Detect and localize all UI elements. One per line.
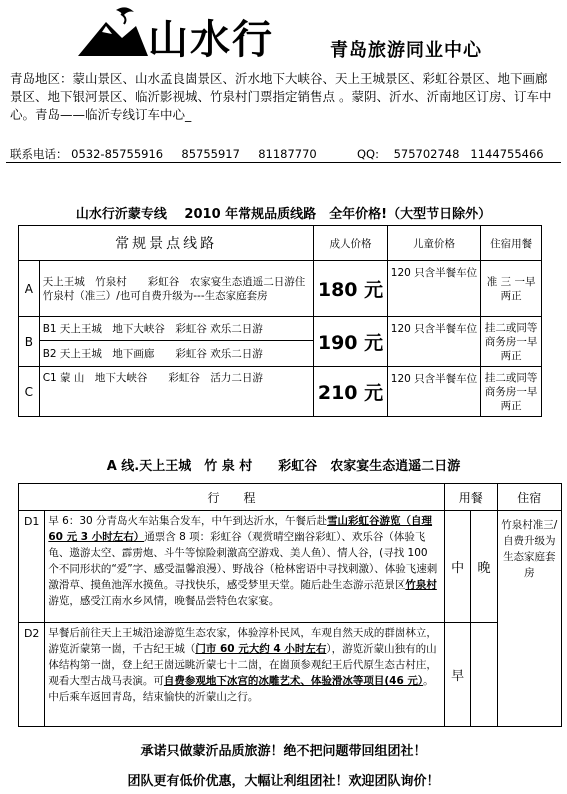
route-text-2: B2 天上王城 地下画廊 彩虹谷 欢乐二日游	[39, 341, 314, 367]
desc-highlight: 雪山彩虹谷游览（自理 60 元 3 小时左右）	[48, 515, 433, 543]
section2-title: A 线.天上王城 竹 泉 村 彩虹谷 农家宴生态逍遥二日游	[106, 459, 461, 474]
stay-meal: 准 三 一早两正	[481, 261, 542, 317]
route-code: B	[19, 317, 40, 367]
table-header-row	[19, 484, 562, 511]
logo-wordmark: 山水行	[148, 16, 274, 63]
contact-label: 联系电话：	[10, 147, 68, 161]
meal-lunch: 中	[444, 511, 470, 623]
day-label: D1	[19, 511, 45, 623]
qq-2: 1144755466	[470, 147, 544, 161]
table-row	[19, 511, 562, 623]
desc-text: 早 6：30 分青岛火车站集合发车，中午到达沂水，午餐后赴	[48, 515, 328, 527]
table-row	[19, 261, 542, 317]
desc-text: 游览，感受江南水乡风情，晚餐品尝特色农家宴。	[48, 595, 280, 607]
adult-price: 190 元	[314, 317, 388, 367]
desc-text: ），游览沂蒙山独有的山体结构第一崮，登上纪王崮远眺沂蒙七十二崮，在崮顶参观纪王后代原生态古村庄，观看大型古战马表演。可	[48, 643, 437, 687]
header-child-price: 儿童价格	[387, 226, 480, 261]
itinerary-table	[18, 483, 562, 727]
price-table	[18, 225, 542, 417]
meal-dinner: 晚	[471, 511, 497, 623]
route-code: A	[19, 261, 40, 317]
desc-highlight: 竹泉村	[405, 579, 437, 591]
slogan-1: 承诺只做蒙沂品质旅游！绝不把问题带回组团社！	[140, 744, 427, 759]
contact-line	[10, 146, 558, 162]
meal-breakfast: 早	[444, 623, 470, 727]
route-text: B1 天上王城 地下大峡谷 彩虹谷 欢乐二日游	[39, 317, 314, 341]
qq-label: QQ:	[356, 147, 379, 161]
header-stay: 住宿用餐	[481, 226, 542, 261]
day-description	[45, 511, 445, 623]
desc-highlight: 自费参观地下冰宫的冰雕艺术、体验滑冰等项目(46 元）	[163, 675, 424, 687]
child-price: 120 只含半餐车位	[387, 367, 480, 417]
adult-price: 210 元	[314, 367, 388, 417]
qq-1: 575702748	[393, 147, 460, 161]
desc-highlight: 门市 60 元大约 4 小时左右	[195, 643, 327, 655]
route-text: C1 蒙 山 地下大峡谷 彩虹谷 活力二日游	[39, 367, 314, 417]
stay-info: 竹泉村准三/自费升级为生态家庭套房	[497, 511, 561, 727]
desc-text: 。中后乘车返回青岛，结束愉快的沂蒙山之行。	[48, 675, 434, 703]
route-text: 天上王城 竹泉村 彩虹谷 农家宴生态逍遥二日游住竹泉村（准三）/也可自费升级为---生态家庭套房	[39, 261, 314, 317]
phone-2: 85755917	[181, 147, 240, 161]
header-adult-price: 成人价格	[314, 226, 388, 261]
phone-3: 81187770	[258, 147, 317, 161]
section1-title: 山水行沂蒙专线 2010 年常规品质线路 全年价格!（大型节日除外）	[75, 207, 492, 222]
table-row	[19, 317, 542, 341]
stay-meal: 挂二或同等商务房一早两正	[481, 367, 542, 417]
child-price: 120 只含半餐车位	[387, 261, 480, 317]
route-code: C	[19, 367, 40, 417]
day-label: D2	[19, 623, 45, 727]
header-stay: 住宿	[497, 484, 561, 511]
child-price: 120 只含半餐车位	[387, 317, 480, 367]
day-description	[45, 623, 445, 727]
table-row	[19, 623, 562, 727]
header-itinerary: 行 程	[19, 484, 445, 511]
desc-text: 通票含 8 项：彩虹谷（观赏晴空幽谷彩虹）、欢乐谷（体验飞龟、遨游太空、霹雳炮、斗牛等惊险刺激高空游戏、美人鱼）、情人谷，(寻找 100 个不同形状的“爱”字、感受温馨浪漫）、野战谷（枪林密语中寻找刺激）、体验飞速刺激滑草、摸鱼池浑水摸鱼。寻找快乐，感受梦里天堂。随后赴生态游示范景区	[48, 531, 438, 591]
table-row	[19, 367, 542, 417]
table-header-row	[19, 226, 542, 261]
adult-price: 180 元	[314, 261, 388, 317]
slogan-2: 团队更有低价优惠，大幅让利组团社！欢迎团队询价！	[127, 774, 440, 789]
agency-name: 青岛旅游同业中心	[330, 40, 482, 61]
meal-empty	[471, 623, 497, 727]
header-route: 常规景点线路	[19, 226, 314, 261]
intro-paragraph: 青岛地区：蒙山景区、山水孟良崮景区、沂水地下大峡谷、天上王城景区、彩虹谷景区、地下画廊景区、地下银河景区、临沂影视城、竹泉村门票指定销售点 。蒙阴、沂水、沂南地区订房、订车中心。青岛——临沂专线订车中心_	[10, 71, 552, 122]
header-meals: 用餐	[444, 484, 497, 511]
phone-1: 0532-85755916	[71, 147, 164, 161]
divider	[6, 162, 561, 163]
stay-meal: 挂二或同等商务房一早两正	[481, 317, 542, 367]
desc-text: 早餐后前往天上王城沿途游览生态农家，体验淳朴民风，车观自然天成的群崮林立，游览沂蒙第一崮，千古纪王城（	[48, 627, 437, 655]
